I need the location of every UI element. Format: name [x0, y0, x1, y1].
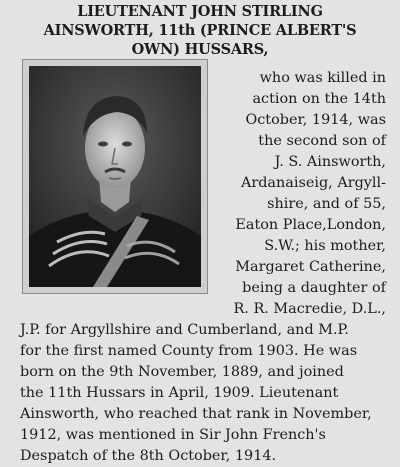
heading-line-1: LIEUTENANT JOHN STIRLING [77, 3, 323, 20]
body-line-5: J. S. Ainsworth, [274, 154, 386, 170]
body-line-10: Margaret Catherine, [235, 259, 386, 275]
body-line-1: who was killed in [259, 70, 386, 86]
body-line-11: being a daughter of [242, 280, 386, 296]
portrait-image [29, 66, 201, 287]
body-line-2: action on the 14th [252, 91, 386, 107]
body-line-7: shire, and of 55, [267, 196, 386, 212]
body-line-4: the second son of [258, 133, 386, 149]
body-line-18: 1912, was mentioned in Sir John French's [20, 427, 326, 443]
portrait-photo [22, 59, 208, 294]
body-line-3: October, 1914, was [245, 112, 386, 128]
body-line-16: the 11th Hussars in April, 1909. Lieutenant [20, 385, 339, 401]
body-line-8: Eaton Place,London, [235, 217, 386, 233]
body-line-17: Ainsworth, who reached that rank in November, [20, 406, 372, 422]
body-line-13: J.P. for Argyllshire and Cumberland, and M.P. [20, 322, 349, 338]
body-line-6: Ardanaiseig, Argyll- [240, 175, 386, 191]
body-line-15: born on the 9th November, 1889, and joined [20, 364, 344, 380]
heading-line-2: AINSWORTH, 11th (PRINCE ALBERT'S [43, 22, 357, 39]
body-line-14: for the first named County from 1903. He was [20, 343, 358, 359]
body-line-19: Despatch of the 8th October, 1914. [20, 448, 277, 464]
body-line-9: S.W.; his mother, [264, 238, 386, 254]
body-line-12: R. R. Macredie, D.L., [233, 301, 386, 317]
heading-line-3: OWN) HUSSARS, [131, 41, 269, 58]
